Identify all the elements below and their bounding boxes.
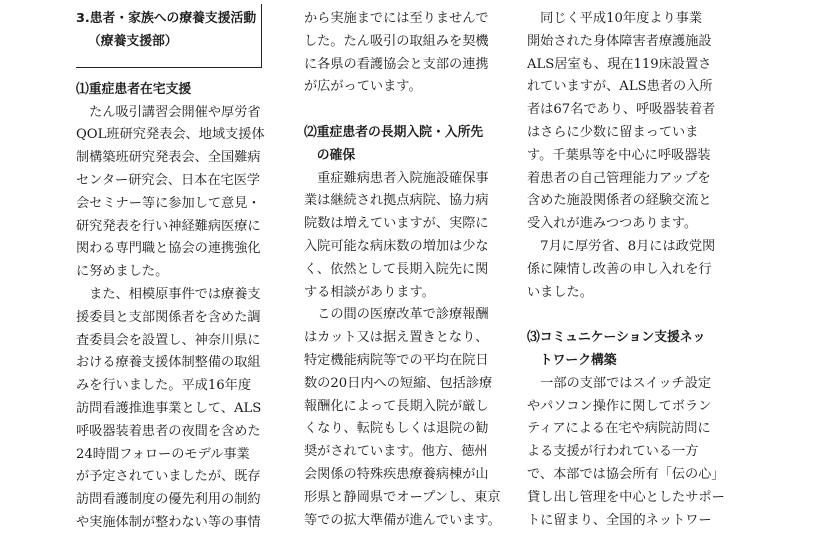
body-text-line: 開始された身体障害者療護施設 [527,33,712,49]
subsection-heading: ⑶コミュニケーション支援ネッ [527,330,706,346]
body-text-line: 業は継続され拠点病院、協力病 [304,193,489,209]
subsection-heading: の確保 [304,147,356,163]
body-text-line: くなり、転院もしくは退院の勧 [304,421,489,437]
body-text-line: 報酬化によって長期入院が厳し [304,398,489,414]
body-text-line: 院数は増えていますが、実際に [304,216,489,232]
text-column-3 [527,8,725,532]
body-text-line: す。千葉県等を中心に呼吸器装 [527,147,711,163]
body-text-line: 査委員会を設置し、神奈川県に [76,332,261,348]
body-text-line: ティアによる在宅や病院訪問に [527,421,711,437]
body-text-line: 者は67名であり、呼吸器装着者 [527,102,716,118]
body-text-line: 同じく平成10年度より事業 [527,11,703,26]
subsection-heading: ⑴重症患者在宅支援 [76,81,192,97]
body-text-line: や実施体制が整わない等の事情 [76,514,261,530]
body-text-line: 入院可能な病床数の増加は少な [304,238,489,254]
body-text-line: 特定機能病院等での平均在院日 [304,352,489,368]
body-text-line: から実施までには至りませんで [304,11,489,26]
body-text-line: トに留まり、全国的ネットワー [527,512,712,528]
body-text-line: この間の医療改革で診療報酬 [304,307,489,323]
body-text-line: 着患者の自己管理能力アップを [527,170,711,186]
body-text-line: 貸し出し管理を中心としたサポー [527,489,725,505]
body-text-line: れていますが、ALS患者の入所 [527,79,713,95]
body-text-line: 24時間フォローのモデル事業 [76,446,250,462]
body-text-line: センター研究会、日本在宅医学 [76,172,261,188]
body-text-line [304,99,491,122]
body-text-line: 訪問看護推進事業として、ALS [76,400,262,416]
body-text-line: が予定されていましたが、既存 [76,469,261,485]
body-text-line: 7月に厚労省、8月には政党関 [527,238,716,254]
body-text-line: たん吸引講習会開催や厚労省 [76,104,261,120]
body-text-line: ALS居室も、現在119床設置さ [527,56,712,72]
body-text-line: 訪問看護制度の優先利用の制約 [76,492,261,508]
body-text-line: 形県と静岡県でオープンし、東京 [304,489,501,505]
body-text-line: 受入れが進みつつあります。 [527,216,698,232]
body-text-line: が広がっています。 [304,79,422,95]
subsection-heading: トワーク構築 [527,352,617,368]
body-text-line [76,56,262,79]
body-text-line: 会関係の特殊疾患療養病棟が山 [304,466,489,482]
body-text-line [527,304,714,327]
body-text-line: 関わる専門職と協会の連携強化 [76,241,261,257]
body-text-line: みを行いました。平成16年度 [76,378,252,394]
body-text-line: した。たん吸引の取組みを契機 [304,33,489,49]
text-column-2 [304,8,501,532]
section-subtitle: （療養支援部） [88,34,178,49]
body-text-line: 会セミナー等に参加して意見・ [76,195,261,211]
body-text-line: 援委員と支部関係者を含めた調 [76,309,261,325]
body-text-line: やパソコン操作に関してボラン [527,398,712,414]
body-text-line: に各県の看護協会と支部の連携 [304,56,489,72]
body-text-line: また、相模原事件では療養支 [76,286,261,302]
body-text-line: 呼吸器装着患者の夜間を含めた [76,423,261,439]
body-text-line: 等での拡大準備が進んでいます。 [304,512,501,528]
body-text-line: 研究発表を行い神経難病医療に [76,218,261,234]
body-text-line: いました。 [527,284,593,300]
section-title: 3.患者・家族への療養支援活動 [76,11,257,26]
body-text-line: 数の20日内への短縮、包括診療 [304,375,493,391]
body-text-line: はカット又は据え置きとなり、 [304,330,489,346]
body-text-line: する相談があります。 [304,284,435,300]
subsection-heading: ⑵重症患者の長期入院・入所先 [304,124,484,140]
body-text-line: 一部の支部ではスイッチ設定 [527,375,712,391]
text-column-1 [76,56,265,535]
body-text-line: はさらに少数に留まっていま [527,124,699,140]
body-text-line: く、依然として長期入院先に関 [304,261,489,277]
body-text-line: に努めました。 [76,264,169,280]
body-text-line: QOL班研究発表会、地域支援体 [76,127,265,143]
body-text-line: 含めた施設関係者の経験交流と [527,193,712,209]
body-text-line: 重症難病患者入院施設確保事 [304,170,489,186]
body-text-line: 係に陳情し改善の申し入れを行 [527,261,712,277]
body-text-line: 奨がされています。他方、徳州 [304,444,488,460]
body-text-line: 制構築班研究発表会、全国難病 [76,150,261,166]
body-text-line: よる支援が行われている一方 [527,444,699,460]
body-text-line: で、本部では協会所有「伝の心」 [527,466,725,482]
body-text-line: おける療養支援体制整備の取組 [76,355,261,371]
